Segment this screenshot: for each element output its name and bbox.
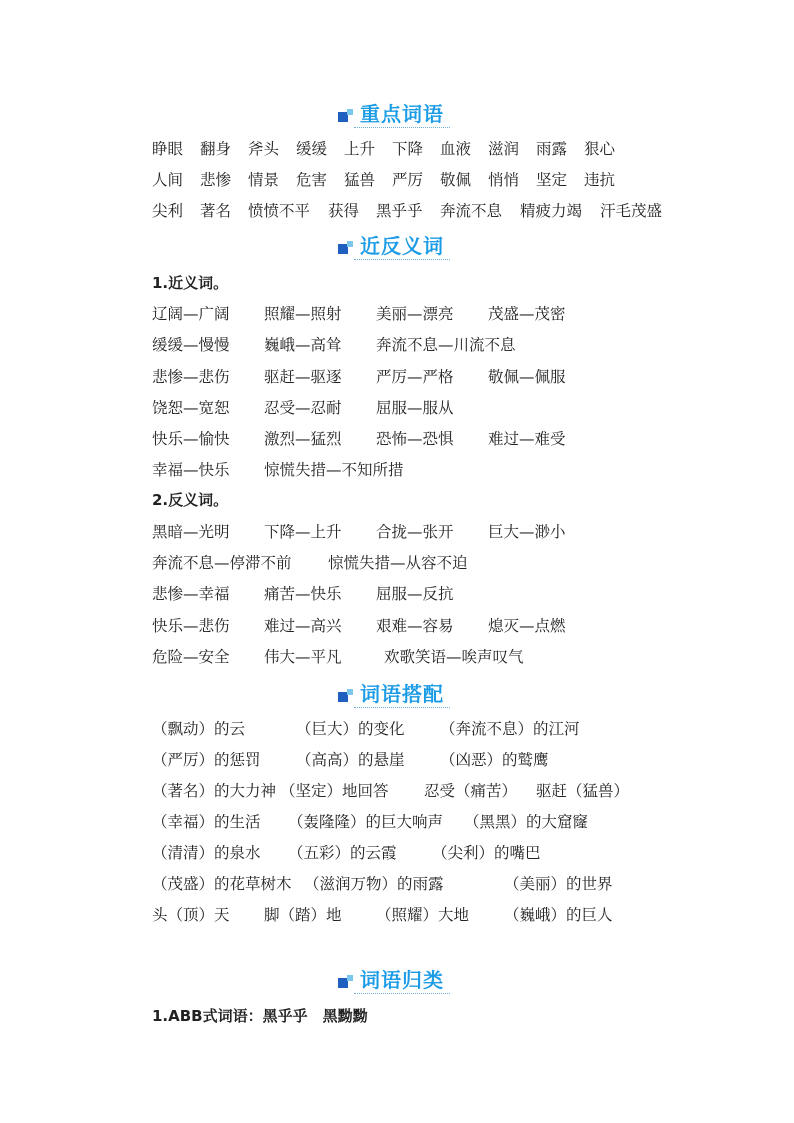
- word: 滋润: [488, 140, 520, 158]
- word: 奔流不息: [440, 202, 503, 220]
- word: 缓缓: [296, 140, 328, 158]
- word-pair: 合拢—张开: [376, 523, 454, 541]
- word-pair: 黑暗—光明: [152, 523, 230, 541]
- collocation: （轰隆隆）的巨大响声: [288, 813, 444, 831]
- collocation: （高高）的悬崖: [296, 751, 405, 769]
- word: 坚定: [536, 171, 568, 189]
- word: 黑乎乎: [376, 202, 423, 220]
- word: 汗毛茂盛: [600, 202, 663, 220]
- collocation: （幸福）的生活: [152, 813, 261, 831]
- collocation-row: [0, 872, 794, 896]
- word-pair: 严厉—严格: [376, 368, 454, 386]
- collocation: （清清）的泉水: [152, 844, 261, 862]
- antonym-row: [0, 551, 794, 575]
- antonym-row: [0, 614, 794, 638]
- title-underline: [354, 259, 450, 260]
- word-pair: 悲惨—悲伤: [152, 368, 230, 386]
- synonyms-heading: 1.近义词。: [152, 274, 229, 292]
- key-words-row: [0, 137, 794, 161]
- section-marker-icon: [338, 975, 354, 989]
- word-pair: 惊慌失措—不知所措: [264, 461, 404, 479]
- word: 精疲力竭: [520, 202, 583, 220]
- word: 违抗: [584, 171, 616, 189]
- word-pair: 屈服—反抗: [376, 585, 454, 603]
- word-pair: 下降—上升: [264, 523, 342, 541]
- collocation: （五彩）的云霞: [288, 844, 397, 862]
- title-underline: [354, 707, 450, 708]
- section-header-synonyms-antonyms: [0, 228, 794, 262]
- section-marker-icon: [338, 689, 354, 703]
- collocation: （严厉）的惩罚: [152, 751, 261, 769]
- synonym-row: [0, 333, 794, 357]
- section-title: 词语归类: [360, 968, 444, 992]
- word: 危害: [296, 171, 328, 189]
- key-words-row: [0, 168, 794, 192]
- collocation: 脚（踏）地: [264, 906, 342, 924]
- collocation: 头（顶）天: [152, 906, 230, 924]
- section-header-collocation: [0, 676, 794, 710]
- word-pair: 巨大—渺小: [488, 523, 566, 541]
- word-pair: 悲惨—幸福: [152, 585, 230, 603]
- word: 睁眼: [152, 140, 184, 158]
- word: 尖利: [152, 202, 184, 220]
- word-pair: 欢歌笑语—唉声叹气: [384, 648, 524, 666]
- word-pair: 快乐—愉快: [152, 430, 230, 448]
- collocation: （美丽）的世界: [504, 875, 613, 893]
- antonym-row: [0, 645, 794, 669]
- word-pair: 奔流不息—停滞不前: [152, 554, 292, 572]
- collocation: 忍受（痛苦）: [424, 782, 518, 800]
- word: 愤愤不平: [248, 202, 311, 220]
- synonym-row: [0, 427, 794, 451]
- word-pair: 茂盛—茂密: [488, 305, 566, 323]
- section-title: 近反义词: [360, 234, 444, 258]
- word: 严厉: [392, 171, 424, 189]
- word-pair: 辽阔—广阔: [152, 305, 230, 323]
- word-pair: 奔流不息—川流不息: [376, 336, 516, 354]
- word: 雨露: [536, 140, 568, 158]
- collocation-row: [0, 748, 794, 772]
- collocation: （坚定）地回答: [280, 782, 389, 800]
- collocation: 驱赶（猛兽）: [536, 782, 630, 800]
- section-header-key-words: [0, 96, 794, 130]
- word-pair: 巍峨—高耸: [264, 336, 342, 354]
- word-pair: 饶恕—宽恕: [152, 399, 230, 417]
- abb-words-line: 1.ABB式词语：黑乎乎 黑黝黝: [152, 1007, 368, 1025]
- word-pair: 伟大—平凡: [264, 648, 342, 666]
- synonym-row: [0, 365, 794, 389]
- section-title: 重点词语: [360, 102, 444, 126]
- word: 猛兽: [344, 171, 376, 189]
- collocation-row: [0, 779, 794, 803]
- word: 悲惨: [200, 171, 232, 189]
- collocation: （巍峨）的巨人: [504, 906, 613, 924]
- collocation: （巨大）的变化: [296, 720, 405, 738]
- collocation: （黑黑）的大窟窿: [464, 813, 589, 831]
- word: 情景: [248, 171, 280, 189]
- word-pair: 危险—安全: [152, 648, 230, 666]
- antonym-row: [0, 582, 794, 606]
- synonym-row: [0, 302, 794, 326]
- word: 获得: [328, 202, 360, 220]
- word: 斧头: [248, 140, 280, 158]
- collocation: （奔流不息）的江河: [440, 720, 580, 738]
- word-pair: 快乐—悲伤: [152, 617, 230, 635]
- word-pair: 惊慌失措—从容不迫: [328, 554, 468, 572]
- section-title: 词语搭配: [360, 682, 444, 706]
- word-pair: 痛苦—快乐: [264, 585, 342, 603]
- word-pair: 难过—高兴: [264, 617, 342, 635]
- word: 悄悄: [488, 171, 520, 189]
- word-pair: 屈服—服从: [376, 399, 454, 417]
- word-pair: 熄灭—点燃: [488, 617, 566, 635]
- collocation: （滋润万物）的雨露: [304, 875, 444, 893]
- collocation: （凶恶）的鹫鹰: [440, 751, 549, 769]
- word: 翻身: [200, 140, 232, 158]
- collocation-row: [0, 903, 794, 927]
- word-pair: 照耀—照射: [264, 305, 342, 323]
- collocation-row: [0, 717, 794, 741]
- word: 血液: [440, 140, 472, 158]
- word-pair: 忍受—忍耐: [264, 399, 342, 417]
- word-pair: 驱赶—驱逐: [264, 368, 342, 386]
- section-marker-icon: [338, 109, 354, 123]
- antonyms-heading: 2.反义词。: [152, 491, 229, 509]
- collocation-row: [0, 810, 794, 834]
- collocation-row: [0, 841, 794, 865]
- word: 敬佩: [440, 171, 472, 189]
- word-pair: 激烈—猛烈: [264, 430, 342, 448]
- word-pair: 艰难—容易: [376, 617, 454, 635]
- collocation: （照耀）大地: [376, 906, 470, 924]
- collocation: （尖利）的嘴巴: [432, 844, 541, 862]
- synonym-row: [0, 458, 794, 482]
- section-header-classification: [0, 962, 794, 996]
- word: 上升: [344, 140, 376, 158]
- section-marker-icon: [338, 241, 354, 255]
- word: 著名: [200, 202, 232, 220]
- antonym-row: [0, 520, 794, 544]
- word-pair: 恐怖—恐惧: [376, 430, 454, 448]
- collocation: （茂盛）的花草树木: [152, 875, 292, 893]
- word: 下降: [392, 140, 424, 158]
- synonym-row: [0, 396, 794, 420]
- word-pair: 难过—难受: [488, 430, 566, 448]
- word: 人间: [152, 171, 184, 189]
- title-underline: [354, 993, 450, 994]
- title-underline: [354, 127, 450, 128]
- key-words-row: [0, 199, 794, 223]
- word-pair: 敬佩—佩服: [488, 368, 566, 386]
- word-pair: 缓缓—慢慢: [152, 336, 230, 354]
- word-pair: 美丽—漂亮: [376, 305, 454, 323]
- collocation: （飘动）的云: [152, 720, 246, 738]
- collocation: （著名）的大力神: [152, 782, 277, 800]
- word-pair: 幸福—快乐: [152, 461, 230, 479]
- word: 狠心: [584, 140, 616, 158]
